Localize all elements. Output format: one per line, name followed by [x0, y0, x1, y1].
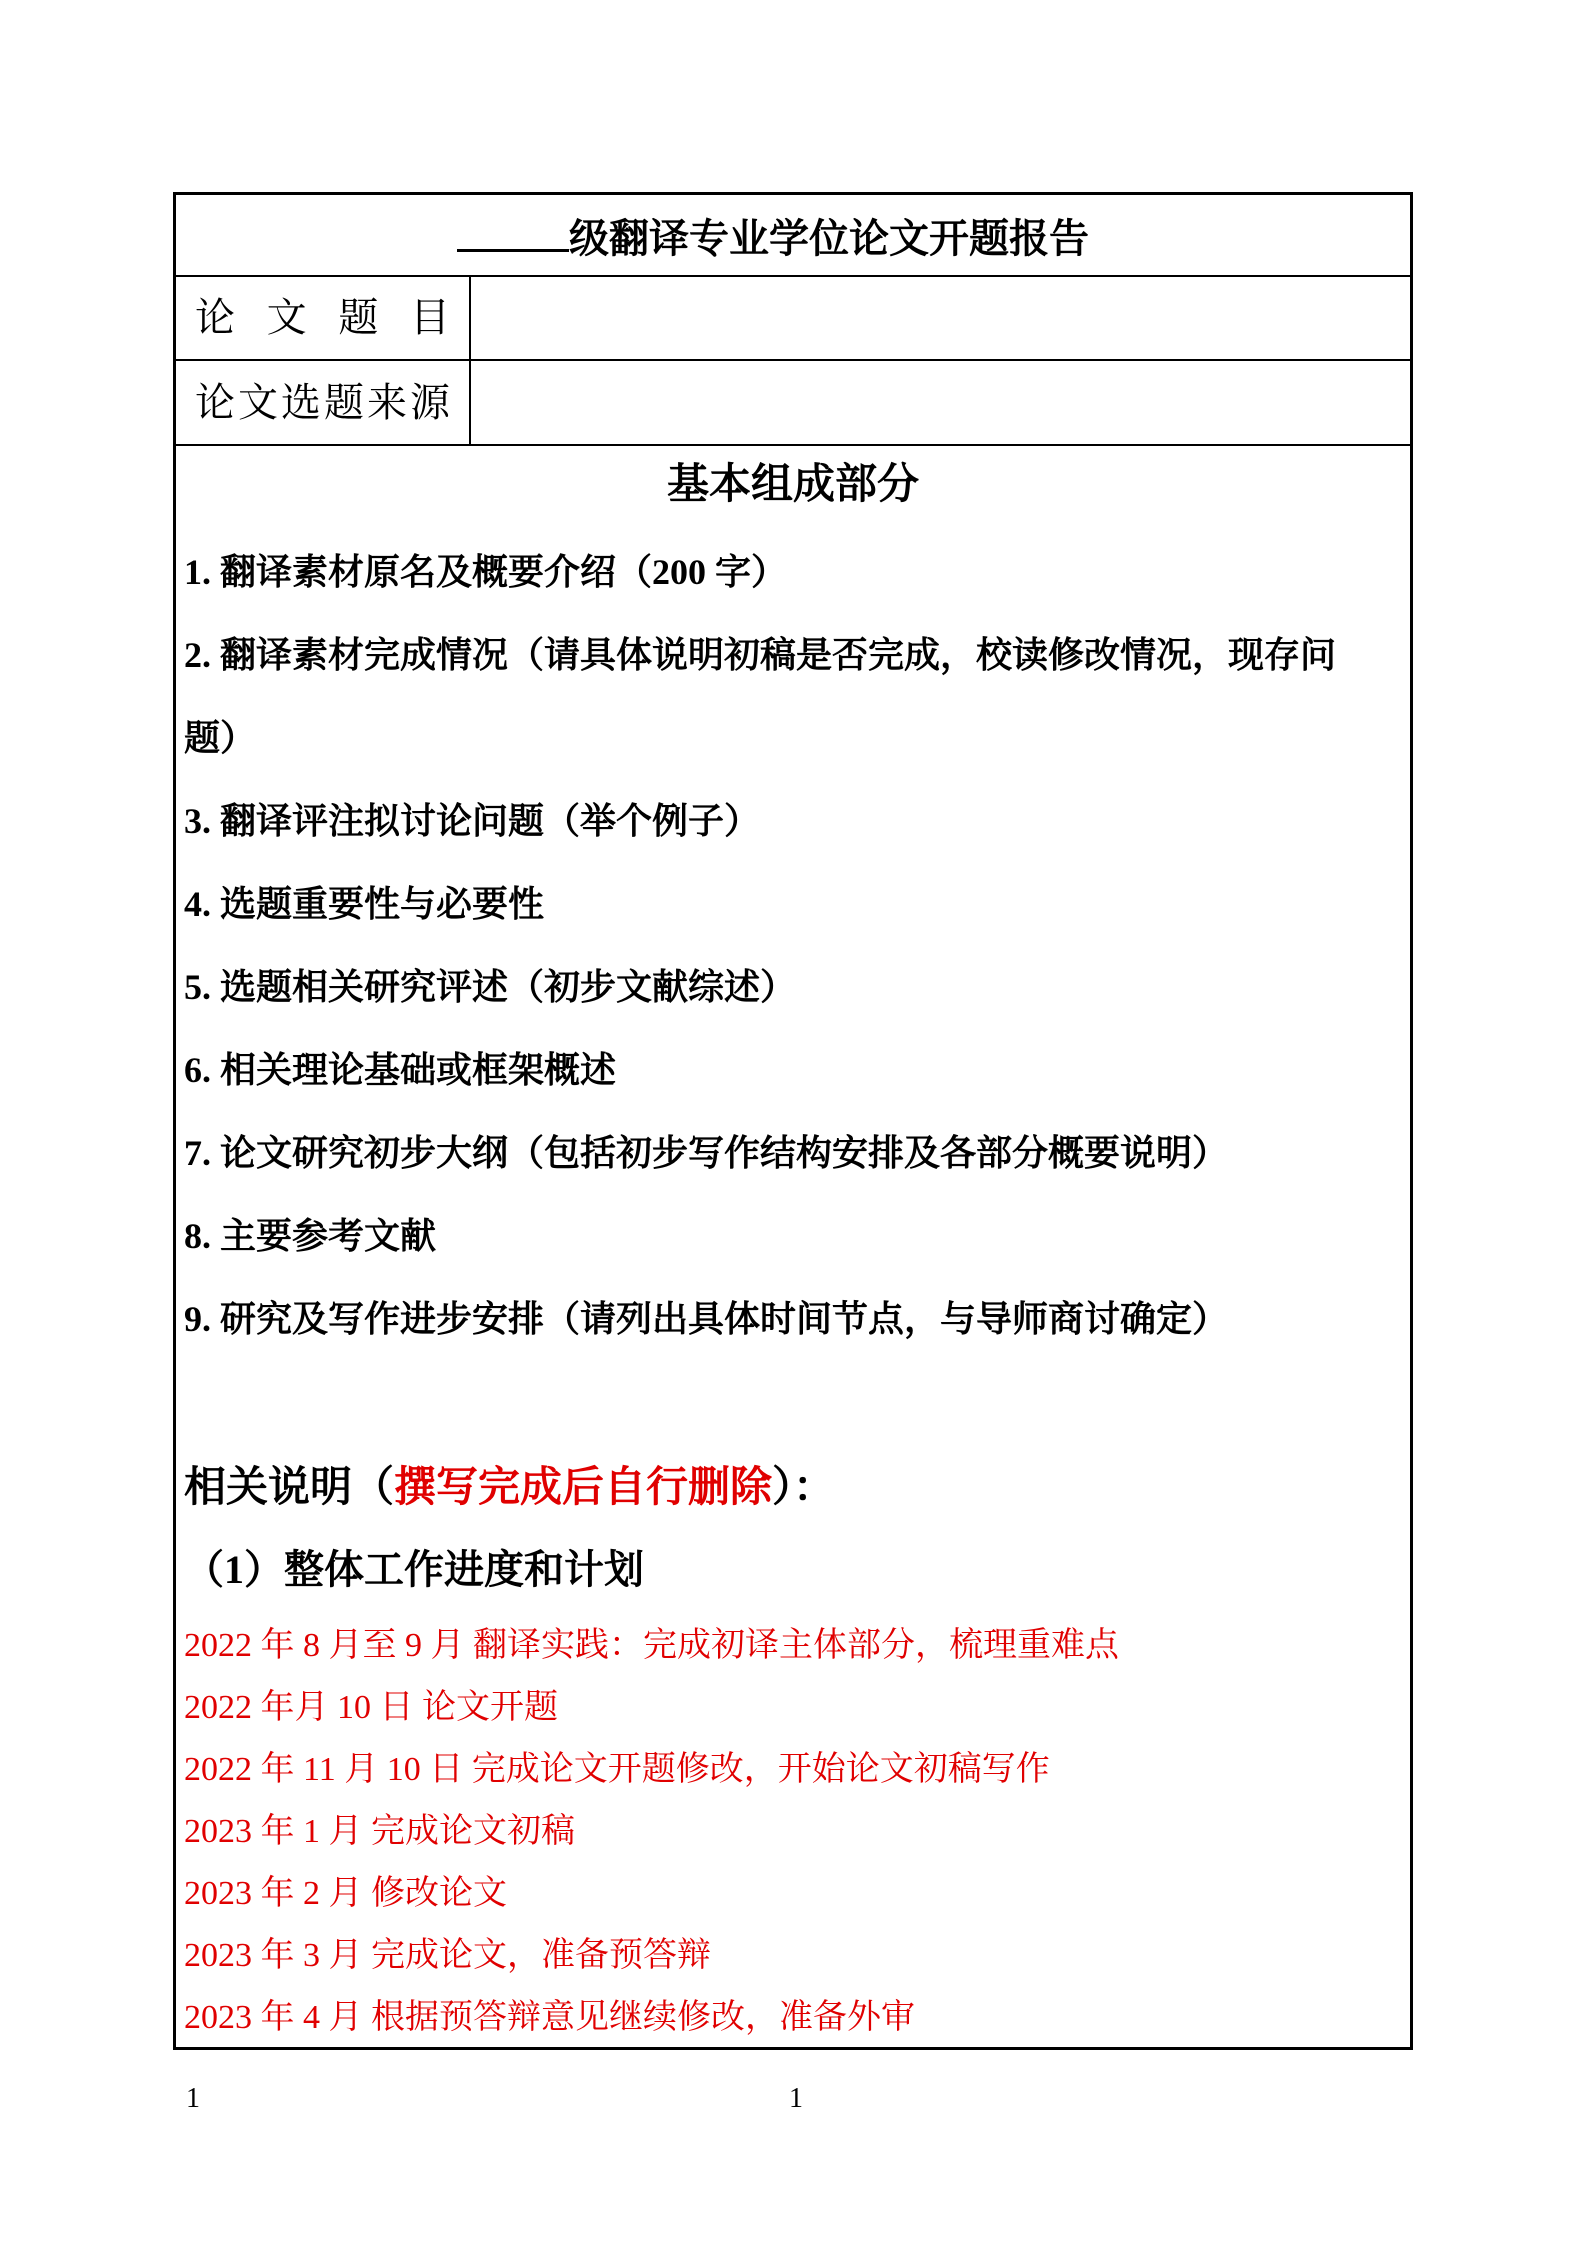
- proposal-table: [173, 192, 1413, 2050]
- topic-source-label-cell: [176, 361, 471, 444]
- label-char: 题: [338, 295, 379, 340]
- notes-heading-suffix: ）：: [772, 1465, 836, 1511]
- label-char: 目: [409, 295, 450, 340]
- label-char: 选: [281, 379, 321, 425]
- plan-list-line: 2022 年 8 月至 9 月 翻译实践：完成初译主体部分，梳理重难点: [184, 1627, 1119, 1664]
- component-list-line: 8. 主要参考文献: [184, 1216, 437, 1256]
- thesis-title-input-cell[interactable]: [471, 277, 1410, 359]
- thesis-title-label: [195, 295, 450, 340]
- notes-heading: [184, 1466, 835, 1510]
- topic-source-row: [176, 361, 1410, 446]
- notes-heading-prefix: 相关说明（: [184, 1465, 395, 1511]
- component-list-line: 6. 相关理论基础或框架概述: [184, 1050, 617, 1090]
- component-list-line: 题）: [184, 718, 257, 758]
- topic-source-label: [195, 379, 450, 425]
- label-char: 论: [195, 379, 235, 425]
- component-list-line: 4. 选题重要性与必要性: [184, 884, 545, 924]
- document-title: [457, 207, 1089, 264]
- label-char: 来: [367, 379, 407, 425]
- component-list-line: 2. 翻译素材完成情况（请具体说明初稿是否完成，校读修改情况，现存问: [184, 635, 1337, 675]
- plan-list: [184, 1615, 1400, 2049]
- grade-blank-underline: [457, 212, 569, 252]
- document-title-text: 级翻译专业学位论文开题报告: [569, 215, 1089, 261]
- page-number-left: 1: [186, 2083, 200, 2114]
- main-content-cell: [176, 446, 1410, 2047]
- label-char: 文: [266, 295, 307, 340]
- component-list-line: 1. 翻译素材原名及概要介绍（200 字）: [184, 552, 788, 592]
- label-char: 文: [238, 379, 278, 425]
- component-list: [184, 531, 1400, 1361]
- label-char: 论: [195, 295, 235, 340]
- page-number-center: 1: [789, 2083, 803, 2114]
- section-heading: 基本组成部分: [666, 462, 919, 508]
- notes-heading-highlight: 撰写完成后自行删除: [394, 1465, 773, 1511]
- component-list-line: 7. 论文研究初步大纲（包括初步写作结构安排及各部分概要说明）: [184, 1133, 1229, 1173]
- plan-list-line: 2022 年月 10 日 论文开题: [184, 1689, 558, 1726]
- thesis-title-label-cell: [176, 277, 471, 359]
- plan-list-line: 2023 年 1 月 完成论文初稿: [184, 1813, 575, 1850]
- component-list-line: 9. 研究及写作进步安排（请列出具体时间节点，与导师商讨确定）: [184, 1299, 1229, 1339]
- plan-list-line: 2023 年 3 月 完成论文，准备预答辩: [184, 1937, 711, 1974]
- plan-list-line: 2023 年 4 月 根据预答辩意见继续修改，准备外审: [184, 1999, 915, 2036]
- component-list-line: 3. 翻译评注拟讨论问题（举个例子）: [184, 801, 761, 841]
- table-title-row: [176, 195, 1410, 277]
- label-char: 题: [324, 379, 364, 425]
- label-char: 源: [410, 379, 450, 425]
- plan-heading: （1）整体工作进度和计划: [184, 1547, 644, 1592]
- plan-list-line: 2023 年 2 月 修改论文: [184, 1875, 507, 1912]
- component-list-line: 5. 选题相关研究评述（初步文献综述）: [184, 967, 797, 1007]
- thesis-title-row: [176, 277, 1410, 361]
- plan-list-line: 2022 年 11 月 10 日 完成论文开题修改，开始论文初稿写作: [184, 1751, 1050, 1788]
- topic-source-input-cell[interactable]: [471, 361, 1410, 444]
